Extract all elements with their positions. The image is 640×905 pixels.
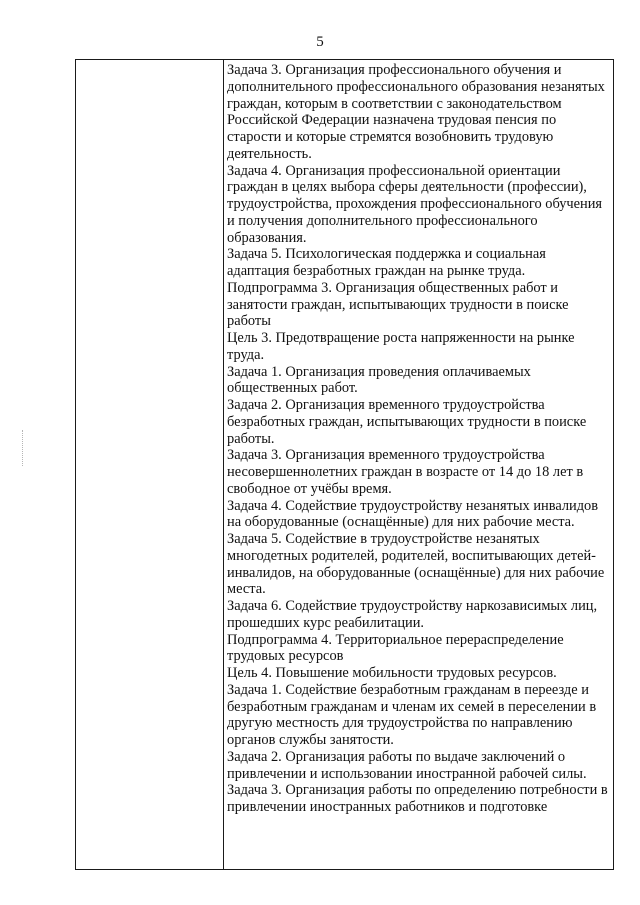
subprogram-4-task-1: Задача 1. Содействие безработным гражданам в переезде и безработным гражданам и членам их семей в переселении в другую местность для трудоустройства по направлению органов службы занятости. <box>227 681 597 748</box>
subprogram-3-task-4: Задача 4. Содействие трудоустройству незанятых инвалидов на оборудованные (оснащённые) для них рабочие места. <box>227 497 599 531</box>
table-row <box>76 60 614 870</box>
scan-artifact-line <box>22 430 23 466</box>
right-column-cell <box>224 60 614 870</box>
left-column-cell <box>76 60 224 870</box>
program-table <box>75 59 614 870</box>
subprogram-4-heading: Подпрограмма 4. Территориальное перераспределение трудовых ресурсов <box>227 631 564 665</box>
subprogram-3-task-1: Задача 1. Организация проведения оплачиваемых общественных работ. <box>227 363 531 397</box>
subprogram-4-task-3: Задача 3. Организация работы по определению потребности в привлечении иностранных работников и подготовке <box>227 782 608 815</box>
subprogram-3-task-3: Задача 3. Организация временного трудоустройства несовершеннолетних граждан в возрасте от 14 до 18 лет в свободное от учёбы время. <box>227 447 584 497</box>
task-5-psychological-support: Задача 5. Психологическая поддержка и социальная адаптация безработных граждан на рынке труда. <box>227 246 546 279</box>
task-3-professional-training: Задача 3. Организация профессионального обучения и дополнительного профессионального образования незанятых граждан, которым в соответствии с законодательством Российской Федерации назначена трудовая пенсия по старости и которые стремятся возобновить трудовую деятельность. <box>227 62 605 162</box>
subprogram-3-task-6: Задача 6. Содействие трудоустройству наркозависимых лиц, прошедших курс реабилитации. <box>227 598 598 631</box>
left-cell-content <box>76 60 223 869</box>
subprogram-3-heading: Подпрограмма 3. Организация общественных работ и занятости граждан, испытывающих трудности в поиске работы <box>227 279 569 330</box>
subprogram-3-task-5: Задача 5. Содействие в трудоустройстве незанятых многодетных родителей, родителей, воспитывающих детей-инвалидов, на оборудованные (оснащённые) для них рабочие места. <box>227 531 605 598</box>
goal-4: Цель 4. Повышение мобильности трудовых ресурсов. <box>227 665 557 681</box>
task-4-career-guidance: Задача 4. Организация профессиональной ориентации граждан в целях выбора сферы деятельности (профессии), трудоустройства, прохождения профессионального обучения и получения дополнительного профессионального образования. <box>227 162 603 246</box>
goal-3: Цель 3. Предотвращение роста напряженности на рынке труда. <box>227 330 575 363</box>
page-number: 5 <box>316 34 324 50</box>
subprogram-4-task-2: Задача 2. Организация работы по выдаче заключений о привлечении и использовании иностранной рабочей силы. <box>227 748 587 782</box>
right-cell-content <box>224 60 613 869</box>
subprogram-3-task-2: Задача 2. Организация временного трудоустройства безработных граждан, испытывающих трудности в поиске работы. <box>227 397 587 447</box>
